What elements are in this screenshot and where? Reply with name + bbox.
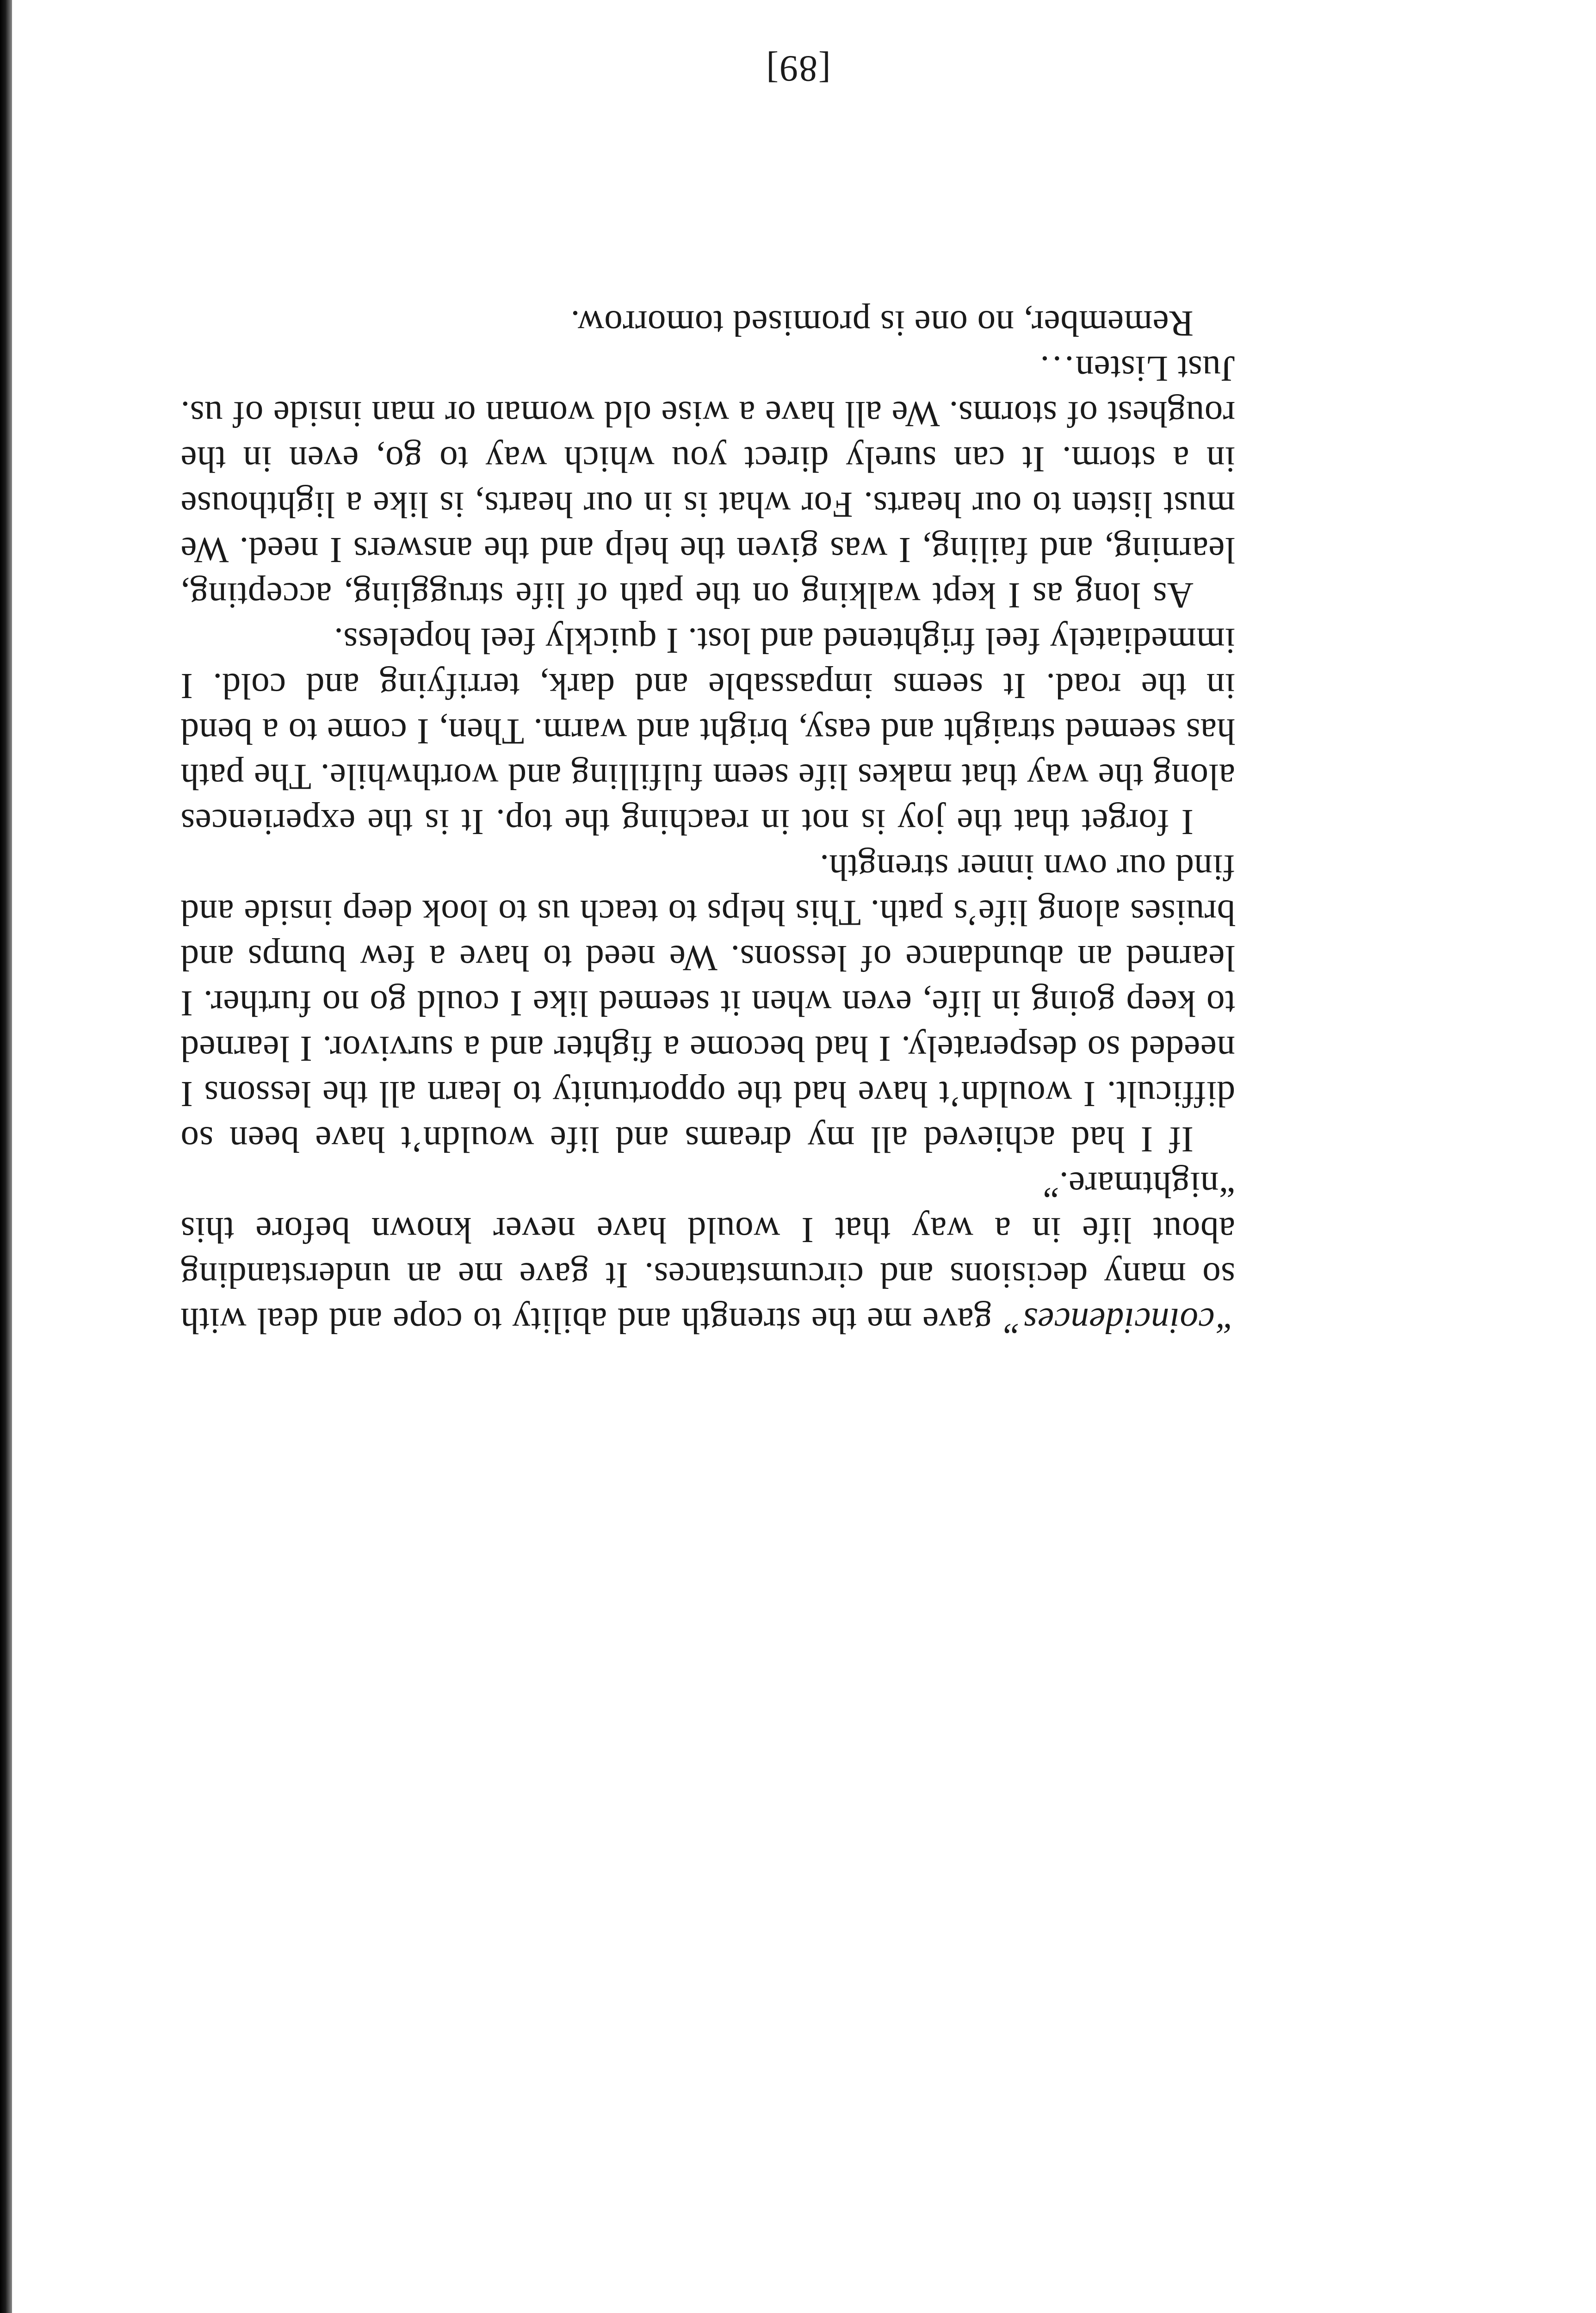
italic-lead: “coincidences” (1002, 1300, 1235, 1341)
page-number: [89] (765, 48, 831, 89)
closing-text: Remember, no one is promised tomorrow. (570, 303, 1194, 343)
paragraph-3: I forget that the joy is not in reaching the top. It is the experiences along the way that makes life seem fulfilling and worthwhile. The path has seemed straight and easy, bright and warm. Then, I come to a bend in the road. It seems impassable and dark, terrifying and cold. I immediately feel frightened and lost. I quickly feel hopeless. (180, 620, 1235, 842)
closing-line (180, 300, 1235, 346)
page-binding-edge (0, 0, 12, 2313)
paragraph-2: If I had achieved all my dreams and life wouldn’t have been so difficult. I wouldn’t have had the opportunity to learn all the lessons I needed so desperately. I had become a fighter and a survivor. I learned to keep going in life, even when it seemed like I could go no further. I learned an abundance of lessons. We need to have a few bumps and bruises along life’s path. This helps to teach us to look deep inside and find our own inner strength. (180, 847, 1235, 1159)
paragraph-1 (180, 1162, 1235, 1343)
body-text (180, 300, 1235, 1343)
paragraph-4: As long as I kept walking on the path of life struggling, accepting, learning, and failing, I was given the help and the answers I need. We must listen to our hearts. For what is in our hearts, is like a lighthouse in a storm. It can surely direct you which way to go, even in the roughest of storms. We all have a wise old woman or man inside of us. Just Listen… (180, 348, 1235, 615)
paragraph-1-text: gave me the strength and ability to cope and deal with so many decisions and circumstances. It gave me an understanding about life in a way that I would have never known before this “nightmare.” (180, 1164, 1235, 1341)
